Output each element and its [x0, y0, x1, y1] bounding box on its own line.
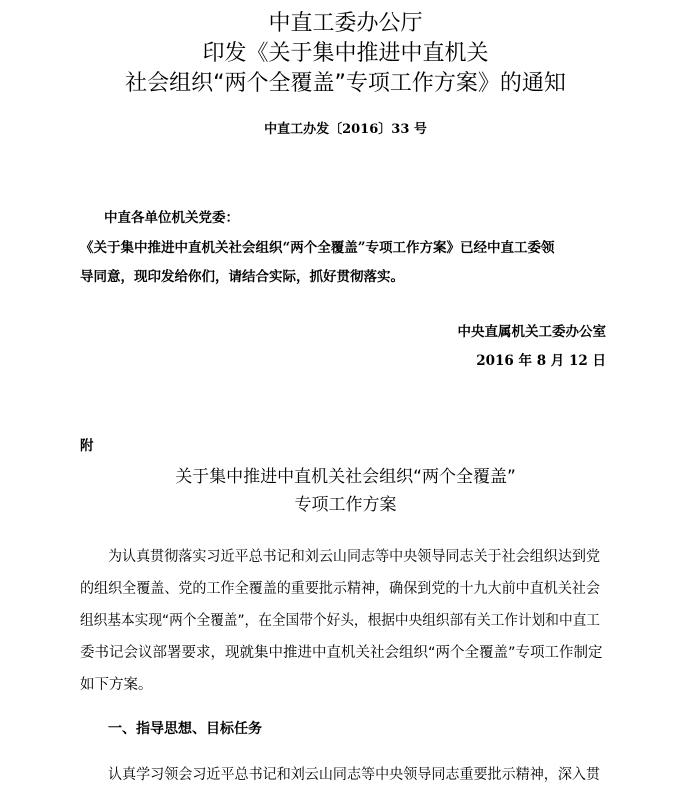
- notice-body-line-1: 《关于集中推进中直机关社会组织“两个全覆盖”专项工作方案》已经中直工委领: [80, 240, 555, 256]
- attachment-label: 附: [80, 438, 94, 454]
- paragraph-line-1: 为认真贯彻落实习近平总书记和刘云山同志等中央领导同志关于社会组织达到党: [108, 549, 601, 565]
- paragraph-line-4: 委书记会议部署要求，现就集中推进中直机关社会组织“两个全覆盖”专项工作制定: [80, 645, 603, 661]
- section-heading: 一、指导思想、目标任务: [108, 721, 262, 737]
- attachment-title-line-2: 专项工作方案: [294, 495, 397, 515]
- notice-body-line-2: 导同意，现印发给你们，请结合实际，抓好贯彻落实。: [80, 269, 404, 285]
- paragraph-line-5: 如下方案。: [80, 677, 153, 693]
- section-first-line: 认真学习领会习近平总书记和刘云山同志等中央领导同志重要批示精神，深入贯: [108, 767, 601, 783]
- issuer: 中央直属机关工委办公室: [457, 324, 606, 340]
- paragraph-line-2: 的组织全覆盖、党的工作全覆盖的重要批示精神，确保到党的十九大前中直机关社会: [80, 581, 600, 597]
- title-line-2: 印发《关于集中推进中直机关: [202, 41, 489, 66]
- attachment-title-line-1: 关于集中推进中直机关社会组织“两个全覆盖”: [175, 467, 516, 487]
- salutation: 中直各单位机关党委：: [104, 210, 239, 226]
- paragraph-line-3: 组织基本实现“两个全覆盖”，在全国带个好头，根据中央组织部有关工作计划和中直工: [80, 613, 600, 629]
- title-line-1: 中直工委办公厅: [268, 11, 423, 36]
- title-line-3: 社会组织“两个全覆盖”专项工作方案》的通知: [125, 71, 566, 96]
- issue-date: 2016 年 8 月 12 日: [476, 353, 606, 369]
- document-number: 中直工办发〔2016〕33 号: [264, 122, 427, 137]
